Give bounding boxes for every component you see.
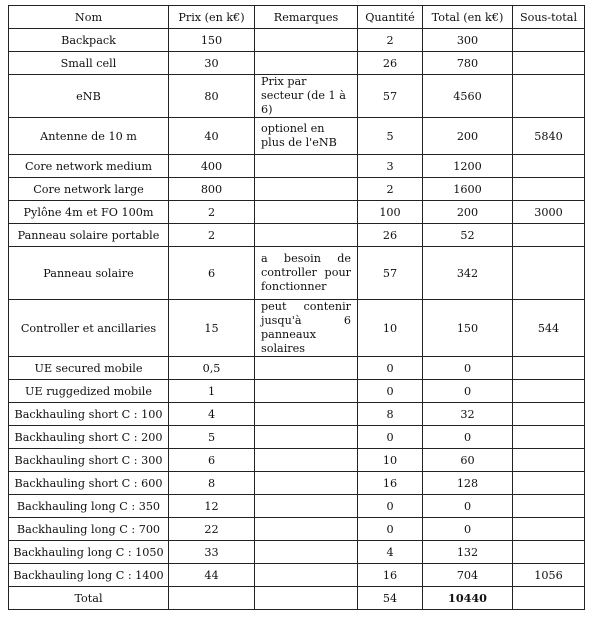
cell-quantite: 0 [358,380,423,403]
cell-prix: 40 [169,118,255,155]
cell-quantite: 16 [358,564,423,587]
cell-total: 780 [423,52,513,75]
cell-total: 128 [423,472,513,495]
cost-table [8,5,585,610]
cell-sous-total [513,495,585,518]
cell-total: 704 [423,564,513,587]
cell-prix: 6 [169,449,255,472]
cell-prix: 12 [169,495,255,518]
total-cell-sous-total [513,587,585,610]
cell-remarques [255,449,358,472]
cell-prix: 800 [169,178,255,201]
table-row [9,300,585,357]
cell-sous-total [513,403,585,426]
cell-quantite: 5 [358,118,423,155]
cell-total: 1200 [423,155,513,178]
table-body [9,29,585,610]
cell-prix: 4 [169,403,255,426]
cell-total: 342 [423,247,513,300]
cell-total: 150 [423,300,513,357]
cell-sous-total [513,357,585,380]
cell-sous-total [513,518,585,541]
col-header-prix: Prix (en k€) [169,6,255,29]
table-row [9,357,585,380]
cell-quantite: 100 [358,201,423,224]
cell-sous-total: 544 [513,300,585,357]
cell-nom: Core network large [9,178,169,201]
cell-remarques [255,224,358,247]
table-row [9,564,585,587]
cell-nom: Backhauling short C : 600 [9,472,169,495]
cell-total: 200 [423,118,513,155]
col-header-quantite: Quantité [358,6,423,29]
table-row [9,541,585,564]
cell-quantite: 2 [358,29,423,52]
cell-prix: 2 [169,201,255,224]
cell-quantite: 0 [358,426,423,449]
cell-nom: UE secured mobile [9,357,169,380]
table-row [9,118,585,155]
cell-total: 60 [423,449,513,472]
cell-sous-total [513,541,585,564]
table-header-row [9,6,585,29]
cell-remarques [255,380,358,403]
cell-quantite: 10 [358,449,423,472]
cell-sous-total [513,426,585,449]
cell-prix: 30 [169,52,255,75]
cell-total: 132 [423,541,513,564]
cell-total: 1600 [423,178,513,201]
cell-remarques [255,541,358,564]
cell-sous-total [513,178,585,201]
cell-remarques [255,29,358,52]
table-row [9,155,585,178]
cell-sous-total [513,449,585,472]
table-row [9,29,585,52]
cell-nom: Small cell [9,52,169,75]
cell-quantite: 3 [358,155,423,178]
cell-nom: Pylône 4m et FO 100m [9,201,169,224]
cell-prix: 8 [169,472,255,495]
cell-remarques [255,201,358,224]
cell-nom: eNB [9,75,169,118]
cell-total: 52 [423,224,513,247]
cell-remarques [255,155,358,178]
cell-remarques: peut contenir jusqu'à 6 panneaux solaires [255,300,358,357]
cell-total: 0 [423,380,513,403]
cell-prix: 15 [169,300,255,357]
cell-prix: 6 [169,247,255,300]
total-cell-nom: Total [9,587,169,610]
cell-total: 0 [423,495,513,518]
cell-prix: 2 [169,224,255,247]
cell-total: 0 [423,518,513,541]
cell-remarques [255,518,358,541]
cell-quantite: 57 [358,247,423,300]
cell-nom: Backhauling long C : 350 [9,495,169,518]
table-row [9,201,585,224]
cell-sous-total [513,247,585,300]
cell-total: 200 [423,201,513,224]
cell-nom: Backhauling long C : 1400 [9,564,169,587]
cell-quantite: 0 [358,495,423,518]
cell-remarques [255,495,358,518]
total-cell-total: 10440 [423,587,513,610]
cell-quantite: 26 [358,52,423,75]
cell-total: 300 [423,29,513,52]
cell-remarques: Prix par secteur (de 1 à 6) [255,75,358,118]
cell-nom: Panneau solaire portable [9,224,169,247]
cell-remarques [255,403,358,426]
table-row [9,247,585,300]
cell-nom: Core network medium [9,155,169,178]
cell-sous-total: 5840 [513,118,585,155]
cell-prix: 80 [169,75,255,118]
cell-sous-total [513,224,585,247]
cell-nom: Antenne de 10 m [9,118,169,155]
cell-sous-total [513,52,585,75]
table-row [9,403,585,426]
cell-quantite: 4 [358,541,423,564]
cell-quantite: 0 [358,518,423,541]
cell-sous-total: 3000 [513,201,585,224]
cell-remarques [255,178,358,201]
cell-sous-total [513,155,585,178]
cell-remarques [255,357,358,380]
cell-nom: Controller et ancillaries [9,300,169,357]
cell-remarques [255,426,358,449]
col-header-remarques: Remarques [255,6,358,29]
total-cell-prix [169,587,255,610]
cell-quantite: 0 [358,357,423,380]
table-row [9,449,585,472]
cell-nom: Panneau solaire [9,247,169,300]
table-row [9,495,585,518]
table-row [9,426,585,449]
table-row [9,75,585,118]
total-row [9,587,585,610]
cell-prix: 5 [169,426,255,449]
cell-total: 0 [423,357,513,380]
cell-remarques: optionel en plus de l'eNB [255,118,358,155]
cell-prix: 150 [169,29,255,52]
cell-nom: Backhauling short C : 200 [9,426,169,449]
table-row [9,518,585,541]
cell-nom: Backhauling short C : 300 [9,449,169,472]
cell-quantite: 57 [358,75,423,118]
cell-prix: 0,5 [169,357,255,380]
cell-prix: 400 [169,155,255,178]
cell-quantite: 8 [358,403,423,426]
cell-sous-total: 1056 [513,564,585,587]
cell-nom: Backhauling short C : 100 [9,403,169,426]
table-row [9,178,585,201]
cell-sous-total [513,29,585,52]
cell-remarques: a besoin de controller pour fonctionner [255,247,358,300]
cell-remarques [255,472,358,495]
cell-quantite: 26 [358,224,423,247]
cell-nom: Backhauling long C : 700 [9,518,169,541]
cell-total: 0 [423,426,513,449]
cell-prix: 22 [169,518,255,541]
cell-total: 4560 [423,75,513,118]
table-row [9,472,585,495]
cell-sous-total [513,75,585,118]
total-cell-remarques [255,587,358,610]
cell-prix: 44 [169,564,255,587]
table-row [9,52,585,75]
total-cell-quantite: 54 [358,587,423,610]
col-header-sous-total: Sous-total [513,6,585,29]
cell-total: 32 [423,403,513,426]
table-row [9,380,585,403]
cell-sous-total [513,472,585,495]
cell-quantite: 10 [358,300,423,357]
table-row [9,224,585,247]
cell-sous-total [513,380,585,403]
cell-prix: 1 [169,380,255,403]
cell-remarques [255,564,358,587]
col-header-nom: Nom [9,6,169,29]
cell-quantite: 2 [358,178,423,201]
cell-remarques [255,52,358,75]
cell-nom: Backhauling long C : 1050 [9,541,169,564]
cell-nom: UE ruggedized mobile [9,380,169,403]
cell-nom: Backpack [9,29,169,52]
col-header-total: Total (en k€) [423,6,513,29]
cell-prix: 33 [169,541,255,564]
cell-quantite: 16 [358,472,423,495]
